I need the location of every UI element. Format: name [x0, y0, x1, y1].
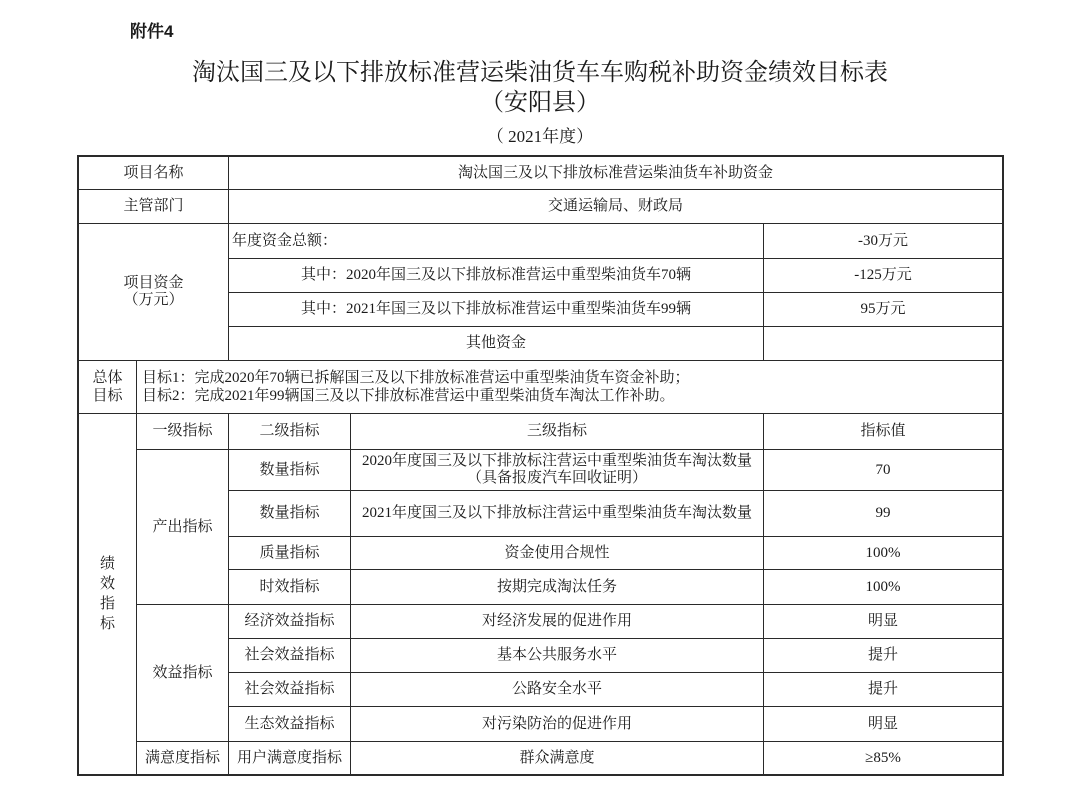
level2-quality: 质量指标 — [229, 537, 350, 569]
target-value-timeliness: 100% — [764, 570, 1002, 604]
output-indicators-label: 产出指标 — [137, 450, 228, 604]
level3-quality: 资金使用合规性 — [351, 537, 763, 569]
fund-amount-other — [764, 327, 1002, 360]
document-subtitle: （安阳县） — [480, 90, 600, 116]
funds-label — [79, 224, 228, 360]
performance-target-table — [77, 155, 1004, 776]
level2-timeliness: 时效指标 — [229, 570, 350, 604]
level3-public-satisfaction: 群众满意度 — [351, 742, 763, 774]
target-value-public-satisfaction: ≥85% — [764, 742, 1002, 774]
project-name-value: 淘汰国三及以下排放标准营运柴油货车补助资金 — [229, 157, 1002, 189]
header-level2: 二级指标 — [229, 414, 350, 449]
level2-user-satisfaction: 用户满意度指标 — [229, 742, 350, 774]
funds-label-unit: （万元） — [123, 292, 184, 308]
overall-goals-content — [137, 361, 1002, 413]
target-value-ecological-benefit: 明显 — [764, 707, 1002, 741]
goal-1: 目标1：完成2020年70辆已拆解国三及以下排放标准营运中重型柴油货车资金补助； — [142, 370, 690, 386]
fund-item-other: 其他资金 — [229, 327, 763, 360]
level2-quantity-2020: 数量指标 — [229, 450, 350, 490]
header-level1: 一级指标 — [137, 414, 228, 449]
target-value-quantity-2020: 70 — [764, 450, 1002, 490]
level3-quantity-2020-line1: 2020年度国三及以下排放标注营运中重型柴油货车淘汰数量 — [361, 453, 752, 469]
document-title: 淘汰国三及以下排放标准营运柴油货车车购税补助资金绩效目标表 — [192, 60, 888, 86]
funds-label-title: 项目资金 — [123, 275, 184, 291]
level3-social-benefit-safety: 公路安全水平 — [351, 673, 763, 706]
fund-item-total: 年度资金总额： — [229, 224, 763, 258]
level3-timeliness: 按期完成淘汰任务 — [351, 570, 763, 604]
satisfaction-indicators-label: 满意度指标 — [137, 742, 228, 774]
level2-economic-benefit: 经济效益指标 — [229, 605, 350, 638]
fiscal-year: （ 2021年度） — [486, 127, 594, 146]
level2-quantity-2021: 数量指标 — [229, 491, 350, 536]
overall-goals-label — [79, 361, 136, 413]
header-level3: 三级指标 — [351, 414, 763, 449]
level3-quantity-2021: 2021年度国三及以下排放标注营运中重型柴油货车淘汰数量 — [351, 491, 763, 536]
level3-quantity-2020 — [351, 450, 763, 490]
fund-amount-total: -30万元 — [764, 224, 1002, 258]
project-name-label: 项目名称 — [79, 157, 228, 189]
performance-label-text: 绩效指标 — [99, 556, 115, 632]
department-label: 主管部门 — [79, 190, 228, 223]
overall-goals-label-text: 总体目标 — [92, 370, 123, 404]
level2-ecological-benefit: 生态效益指标 — [229, 707, 350, 741]
target-value-social-benefit-safety: 提升 — [764, 673, 1002, 706]
fund-item-2020: 其中：2020年国三及以下排放标准营运中重型柴油货车70辆 — [229, 259, 763, 292]
header-value: 指标值 — [764, 414, 1002, 449]
department-value: 交通运输局、财政局 — [229, 190, 1002, 223]
fund-item-2021: 其中：2021年国三及以下排放标准营运中重型柴油货车99辆 — [229, 293, 763, 326]
level2-social-benefit-safety: 社会效益指标 — [229, 673, 350, 706]
attachment-label: 附件4 — [130, 22, 174, 41]
level3-economic-benefit: 对经济发展的促进作用 — [351, 605, 763, 638]
benefit-indicators-label: 效益指标 — [137, 605, 228, 741]
target-value-social-benefit-service: 提升 — [764, 639, 1002, 672]
level3-ecological-benefit: 对污染防治的促进作用 — [351, 707, 763, 741]
level3-quantity-2020-line2: （具备报废汽车回收证明） — [466, 470, 647, 486]
target-value-quantity-2021: 99 — [764, 491, 1002, 536]
level2-social-benefit-service: 社会效益指标 — [229, 639, 350, 672]
goal-2: 目标2：完成2021年99辆国三及以下排放标准营运中重型柴油货车淘汰工作补助。 — [142, 388, 675, 404]
level3-social-benefit-service: 基本公共服务水平 — [351, 639, 763, 672]
fund-amount-2021: 95万元 — [764, 293, 1002, 326]
target-value-quality: 100% — [764, 537, 1002, 569]
performance-label — [79, 414, 136, 774]
fund-amount-2020: -125万元 — [764, 259, 1002, 292]
target-value-economic-benefit: 明显 — [764, 605, 1002, 638]
